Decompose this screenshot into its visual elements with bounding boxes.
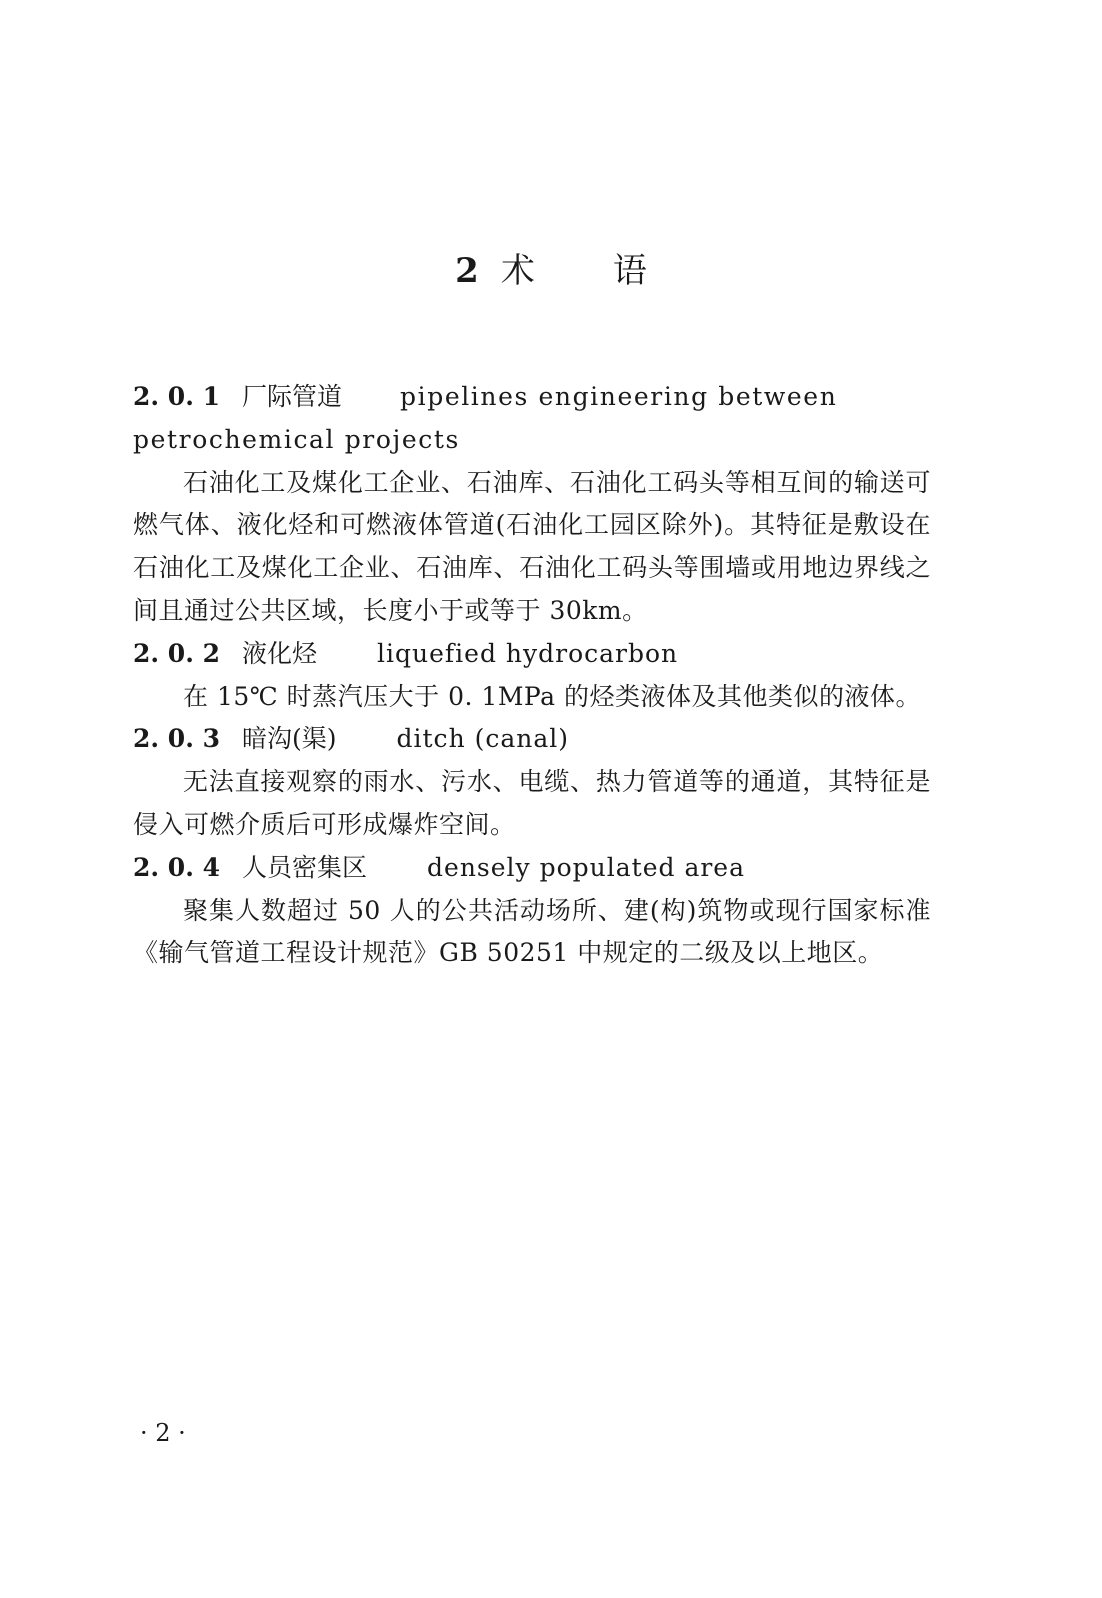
term-entry-2-0-2 bbox=[133, 633, 931, 719]
term-number: 2. 0. 4 bbox=[133, 852, 220, 882]
term-chinese: 暗沟(渠) bbox=[242, 724, 337, 754]
term-english: liquefied hydrocarbon bbox=[377, 638, 679, 668]
term-entry-2-0-3 bbox=[133, 718, 931, 846]
term-chinese: 厂际管道 bbox=[242, 382, 343, 411]
chapter-number: 2 bbox=[455, 251, 479, 291]
term-number: 2. 0. 2 bbox=[133, 638, 220, 668]
term-definition: 石油化工及煤化工企业、石油库、石油化工码头等相互间的输送可燃气体、液化烃和可燃液体管道(石油化工园区除外)。其特征是敷设在石油化工及煤化工企业、石油库、石油化工码头等围墙或用地边界线之间且通过公共区域，长度小于或等于 30km。 bbox=[133, 467, 931, 625]
term-definition: 聚集人数超过 50 人的公共活动场所、建(构)筑物或现行国家标准《输气管道工程设计规范》GB 50251 中规定的二级及以上地区。 bbox=[133, 895, 931, 968]
term-english: densely populated area bbox=[427, 852, 746, 882]
term-chinese: 人员密集区 bbox=[242, 852, 368, 882]
term-heading bbox=[133, 376, 931, 462]
term-heading bbox=[133, 718, 931, 761]
term-entry-2-0-1 bbox=[133, 376, 931, 633]
term-heading bbox=[133, 847, 931, 890]
term-number: 2. 0. 1 bbox=[133, 382, 220, 411]
chapter-title bbox=[0, 246, 1102, 296]
term-number: 2. 0. 3 bbox=[133, 724, 220, 754]
terms-section bbox=[133, 376, 931, 975]
chapter-title-text: 术语 bbox=[500, 251, 725, 291]
term-english: ditch (canal) bbox=[396, 724, 570, 754]
term-entry-2-0-4 bbox=[133, 847, 931, 975]
term-definition: 无法直接观察的雨水、污水、电缆、热力管道等的通道，其特征是侵入可燃介质后可形成爆炸空间。 bbox=[133, 767, 931, 839]
page-number: · 2 · bbox=[140, 1419, 186, 1447]
term-heading bbox=[133, 633, 931, 676]
term-english: pipelines engineering between petrochemical projects bbox=[133, 382, 838, 454]
term-definition: 在 15℃ 时蒸汽压大于 0. 1MPa 的烃类液体及其他类似的液体。 bbox=[183, 681, 921, 711]
term-chinese: 液化烃 bbox=[242, 638, 318, 668]
